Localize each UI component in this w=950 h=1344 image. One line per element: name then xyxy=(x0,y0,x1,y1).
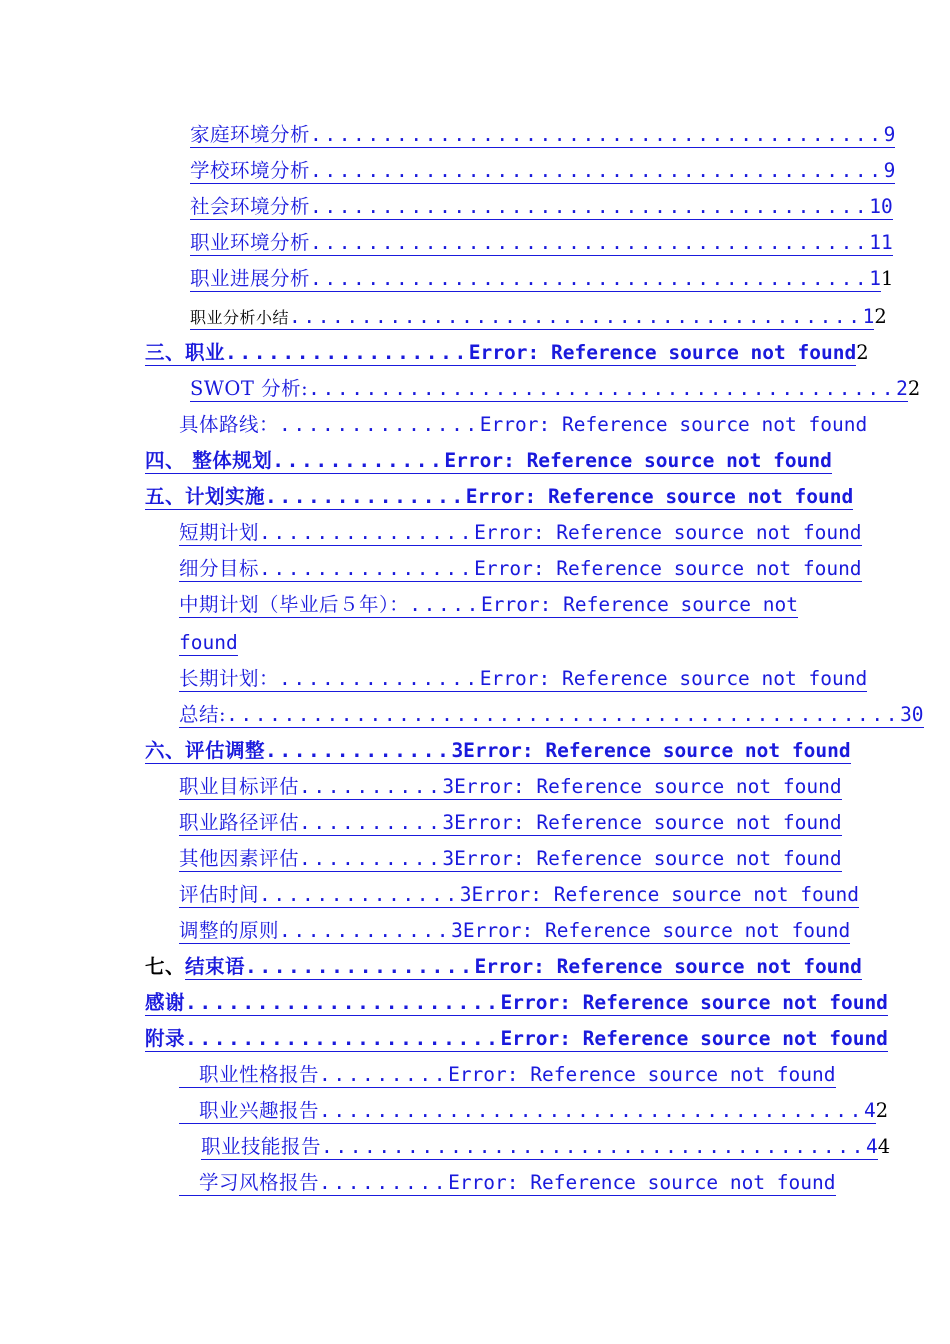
toc-entry[interactable] xyxy=(145,950,862,984)
toc-page-number-tail: 1 xyxy=(881,267,894,290)
toc-entry-title: 职业技能报告 xyxy=(201,1135,322,1158)
toc-leader: ...................... xyxy=(185,1027,501,1050)
toc-leader: ................ xyxy=(245,955,475,978)
toc-page-number: 3Error: Reference source not found xyxy=(451,919,851,942)
toc-entry[interactable] xyxy=(179,770,842,804)
toc-entry-title: 职业分析小结 xyxy=(190,308,290,327)
toc-leader: ...................................... xyxy=(319,1099,864,1122)
toc-page-number: Error: Reference source not found xyxy=(500,991,888,1014)
toc-entry[interactable] xyxy=(179,1058,836,1092)
toc-page-number: Error: Reference source not found xyxy=(479,667,868,690)
toc-entry[interactable] xyxy=(145,734,851,768)
toc-leader: .......... xyxy=(299,775,443,798)
toc-entry[interactable] xyxy=(190,262,894,296)
toc-page-number-tail: 2 xyxy=(907,377,921,400)
toc-entry[interactable] xyxy=(179,698,924,732)
toc-entry-title: 总结: xyxy=(179,703,227,726)
toc-page-number: 9 xyxy=(883,159,896,182)
toc-leader: ............ xyxy=(272,449,445,472)
toc-page-number: Error: Reference source not found xyxy=(474,521,862,544)
toc-page-number: Error: Reference source not found xyxy=(465,485,854,508)
toc-page-number: Error: Reference source not found xyxy=(500,1027,888,1050)
toc-leader: ........................................ xyxy=(289,305,863,328)
toc-leader: ..... xyxy=(409,593,481,616)
toc-entry[interactable] xyxy=(190,372,921,406)
toc-entry-title: 其他因素评估 xyxy=(179,847,300,870)
toc-page-number: 1 xyxy=(862,305,875,328)
toc-page-number-tail: 4 xyxy=(877,1135,891,1158)
toc-leader: ................. xyxy=(225,341,469,364)
toc-page-number: 9 xyxy=(883,123,896,146)
toc-leader: ...................................... xyxy=(321,1135,866,1158)
toc-entry-title: 职业路径评估 xyxy=(179,811,300,834)
toc-page-number: Error: Reference source not found xyxy=(448,1063,836,1086)
toc-page-number: 3Error: Reference source not found xyxy=(442,811,842,834)
toc-leader: ...................... xyxy=(185,991,501,1014)
toc-leader: .......... xyxy=(299,811,443,834)
toc-leader: ........................................ xyxy=(310,123,884,146)
toc-entry[interactable] xyxy=(179,914,851,948)
toc-page-number: 2 xyxy=(896,377,908,400)
toc-entry[interactable] xyxy=(190,118,896,152)
toc-entry[interactable] xyxy=(179,588,806,622)
toc-entry-title: 职业进展分析 xyxy=(190,267,311,290)
toc-entry[interactable] xyxy=(179,552,862,586)
toc-entry-title: SWOT 分析: xyxy=(190,377,309,400)
toc-entry[interactable] xyxy=(179,1094,889,1128)
toc-entry-title: 细分目标 xyxy=(179,557,260,580)
toc-entry-title: 六、评估调整 xyxy=(145,739,266,762)
toc-entry[interactable] xyxy=(179,516,862,550)
toc-entry-title: 社会环境分析 xyxy=(190,195,311,218)
toc-entry[interactable] xyxy=(179,878,859,912)
toc-entry[interactable] xyxy=(190,154,896,188)
toc-page-number: found xyxy=(179,631,238,654)
toc-entry[interactable] xyxy=(190,226,893,260)
toc-leader: ......................................... xyxy=(308,377,897,400)
toc-page-number: Error: Reference source not found xyxy=(448,1171,836,1194)
toc-entry-title: 学校环境分析 xyxy=(190,159,311,182)
toc-leader: ........................................ xyxy=(310,159,884,182)
toc-entry-title: 五、计划实施 xyxy=(145,485,266,508)
toc-page-number: 30 xyxy=(900,703,924,726)
toc-entry-title: 职业环境分析 xyxy=(190,231,311,254)
toc-entry-title: 调整的原则 xyxy=(179,919,280,942)
toc-entry-title: 短期计划 xyxy=(179,521,260,544)
toc-page-number: 3Error: Reference source not found xyxy=(459,883,859,906)
toc-page-number: 4 xyxy=(863,1099,876,1122)
toc-entry[interactable] xyxy=(179,1166,836,1200)
toc-leader: ............... xyxy=(259,557,475,580)
toc-leader: .............. xyxy=(279,413,480,436)
toc-page-number: Error: Reference source not found xyxy=(444,449,832,472)
toc-leader: ....................................... xyxy=(310,231,870,254)
toc-page-number-tail: 2 xyxy=(875,1099,889,1122)
toc-entry-title: 感谢 xyxy=(145,991,186,1014)
toc-entry[interactable] xyxy=(145,444,832,478)
toc-entry[interactable] xyxy=(145,986,888,1020)
toc-entry[interactable] xyxy=(145,336,869,370)
toc-page-number: 11 xyxy=(869,231,893,254)
toc-leader: .............. xyxy=(279,667,480,690)
toc-entry-title: 长期计划： xyxy=(179,667,280,690)
toc-entry[interactable] xyxy=(179,806,842,840)
toc-entry-title: 职业性格报告 xyxy=(179,1063,320,1086)
toc-entry-title: 职业目标评估 xyxy=(179,775,300,798)
toc-entry-title: 中期计划（毕业后５年）： xyxy=(179,593,410,616)
toc-leader: ....................................... xyxy=(310,195,870,218)
toc-entry-title: 附录 xyxy=(145,1027,186,1050)
toc-entry-title: 具体路线： xyxy=(179,413,280,436)
toc-entry-title: 四、 整体规划 xyxy=(145,449,273,472)
toc-page-number: Error: Reference source not xyxy=(480,593,798,616)
toc-leader: ............. xyxy=(265,739,452,762)
toc-page-number: 3Error: Reference source not found xyxy=(451,739,851,762)
toc-entry-continuation[interactable] xyxy=(179,626,806,660)
toc-entry[interactable] xyxy=(145,480,854,514)
toc-entry-title: 三、职业 xyxy=(145,341,226,364)
toc-page-number: Error: Reference source not found xyxy=(479,413,868,436)
toc-entry-title: 学习风格报告 xyxy=(179,1171,320,1194)
toc-entry-number: 七、 xyxy=(145,955,186,978)
toc-entry-title: 职业兴趣报告 xyxy=(179,1099,320,1122)
toc-entry[interactable] xyxy=(179,842,842,876)
toc-page-number: Error: Reference source not found xyxy=(474,557,862,580)
toc-leader: .............. xyxy=(265,485,466,508)
toc-leader: ......... xyxy=(319,1063,449,1086)
toc-page-number: 4 xyxy=(865,1135,878,1158)
toc-leader: .......... xyxy=(299,847,443,870)
toc-entry-title: 家庭环境分析 xyxy=(190,123,311,146)
toc-leader: ............ xyxy=(279,919,452,942)
toc-entry[interactable] xyxy=(190,190,893,224)
toc-page-number: 1 xyxy=(869,267,882,290)
toc-leader: ............... xyxy=(259,521,475,544)
toc-page-number: 10 xyxy=(869,195,893,218)
toc-page-number: 3Error: Reference source not found xyxy=(442,847,842,870)
toc-entry[interactable] xyxy=(201,1130,891,1164)
toc-page-number: 3Error: Reference source not found xyxy=(442,775,842,798)
toc-entry[interactable] xyxy=(179,408,868,442)
toc-entry[interactable] xyxy=(145,1022,888,1056)
toc-page-number: Error: Reference source not found xyxy=(474,955,862,978)
toc-leader: .............. xyxy=(259,883,460,906)
toc-page-number-tail: 2 xyxy=(874,305,887,328)
toc-entry[interactable] xyxy=(190,300,887,334)
toc-leader: ............................................... xyxy=(226,703,901,726)
toc-entry[interactable] xyxy=(179,662,868,696)
toc-entry-title: 评估时间 xyxy=(179,883,260,906)
toc-page-number: Error: Reference source not found xyxy=(468,341,857,364)
toc-leader: ......... xyxy=(319,1171,449,1194)
toc-entry-title: 结束语 xyxy=(185,955,246,978)
toc-page-number-tail: 2 xyxy=(856,341,869,364)
toc-leader: ....................................... xyxy=(310,267,870,290)
